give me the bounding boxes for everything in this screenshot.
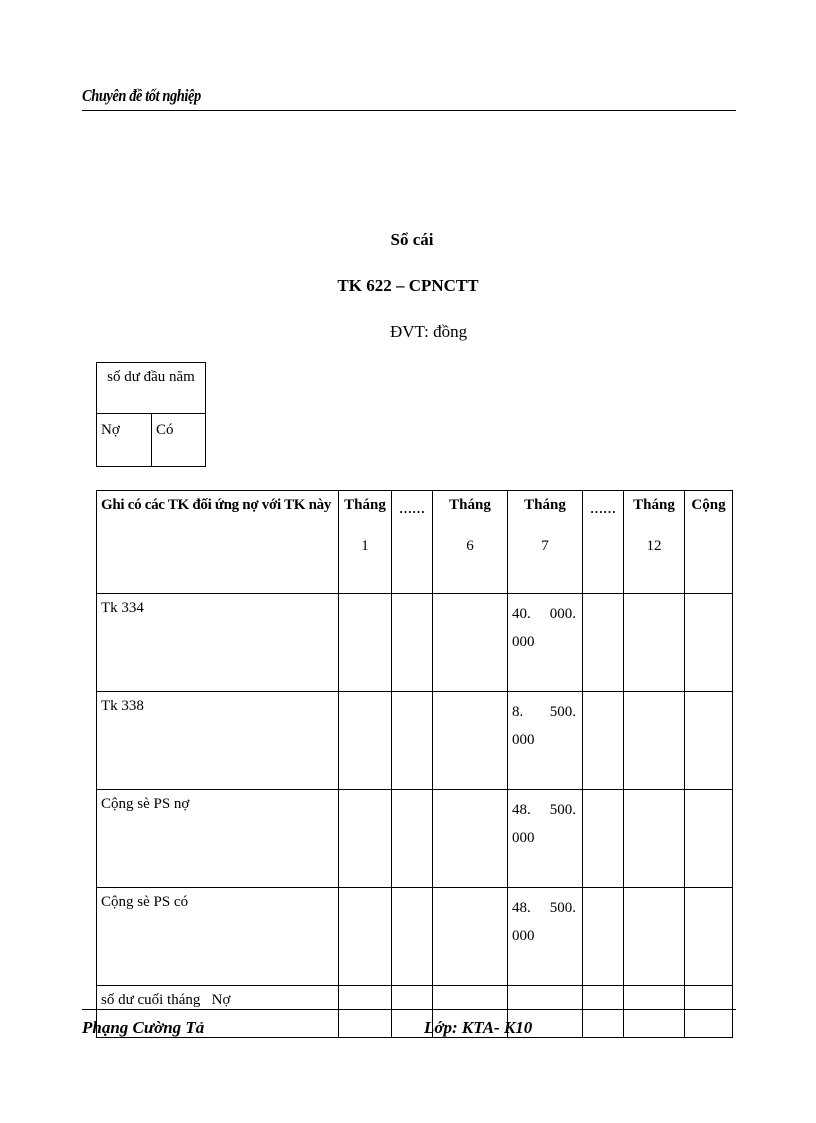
table-row	[97, 888, 733, 986]
row-label: Cộng sè PS nợ	[97, 790, 339, 888]
document-title: Sổ cái	[390, 230, 434, 249]
month7-value: 8. 500. 000	[508, 692, 583, 790]
col-total-label: Cộng	[691, 497, 726, 513]
row-label: Tk 334	[97, 594, 339, 692]
month7-value: 48. 500. 000	[508, 888, 583, 986]
col-month-1-line1: Tháng	[344, 497, 386, 513]
footer-author: Phạng Cường Tả	[82, 1018, 205, 1037]
col-ellipsis-1: ……	[392, 491, 433, 594]
row-label: Tk 338	[97, 692, 339, 790]
month7-value: 40. 000. 000	[508, 594, 583, 692]
account-title: TK 622 – CPNCTT	[337, 276, 479, 295]
col-month-12-line2: 12	[646, 538, 662, 554]
col-month-6	[433, 491, 508, 594]
col-total	[685, 491, 733, 594]
opening-debit: Nợ	[97, 414, 152, 467]
row-label: Cộng sè PS có	[97, 888, 339, 986]
closing-balance-label: số dư cuối tháng Nợ	[97, 986, 339, 1038]
ledger-header-label: Ghi có các TK đối ứng nợ với TK này	[97, 491, 339, 594]
col-month-1	[339, 491, 392, 594]
table-row	[97, 594, 733, 692]
opening-balance-table	[96, 362, 206, 467]
month7-value: 48. 500. 000	[508, 790, 583, 888]
table-row	[97, 692, 733, 790]
footer-rule	[82, 1009, 736, 1010]
col-month-6-line2: 6	[466, 538, 474, 554]
col-month-12	[624, 491, 685, 594]
col-month-7	[508, 491, 583, 594]
unit-label: ĐVT: đồng	[390, 322, 468, 341]
col-month-12-line1: Tháng	[633, 497, 675, 513]
col-month-7-line1: Tháng	[524, 497, 566, 513]
col-ellipsis-2: ……	[583, 491, 624, 594]
header-rule	[82, 110, 736, 111]
col-month-7-line2: 7	[541, 538, 549, 554]
col-month-1-line2: 1	[361, 538, 369, 554]
footer-class: Lớp: KTA- K10	[424, 1018, 533, 1037]
ledger-table	[96, 490, 733, 1038]
running-header: Chuyên đề tốt nghiệp	[82, 86, 201, 105]
opening-credit: Có	[152, 414, 206, 467]
col-month-6-line1: Tháng	[449, 497, 491, 513]
opening-balance-label: số dư đầu năm	[97, 363, 206, 414]
table-row	[97, 790, 733, 888]
